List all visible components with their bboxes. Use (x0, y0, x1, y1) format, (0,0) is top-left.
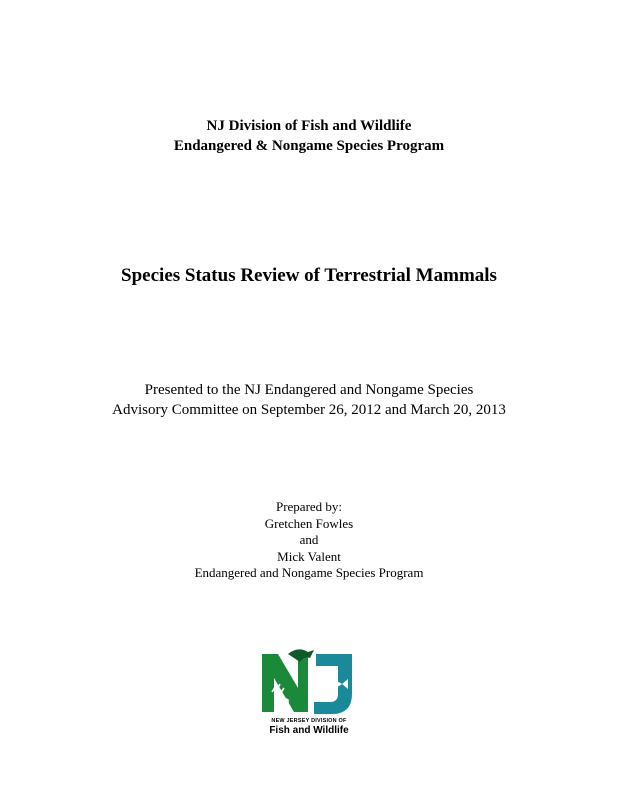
program-name: Endangered & Nongame Species Program (173, 138, 445, 154)
prepared-label: Prepared by: (275, 499, 343, 514)
author-program: Endangered and Nongame Species Program (194, 565, 424, 580)
author-2: Mick Valent (277, 548, 341, 564)
author-1: Gretchen Fowles (264, 515, 354, 531)
author-conjunction: and (299, 532, 319, 547)
logo-small-text: NEW JERSEY DIVISION OF (271, 718, 347, 724)
presented-line-1: Presented to the NJ Endangered and Nongame Species (144, 382, 474, 398)
agency-name: NJ Division of Fish and Wildlife (206, 118, 412, 134)
document-title (0, 264, 618, 288)
presented-line-2: Advisory Committee on September 26, 2012 and March 20, 2013 (112, 402, 506, 418)
agency-header (0, 116, 618, 156)
presented-statement (0, 380, 618, 420)
logo-large-text: Fish and Wildlife (269, 725, 349, 736)
nj-logo-icon (258, 646, 360, 718)
title-text: Species Status Review of Terrestrial Mammals (121, 265, 497, 286)
prepared-by-section (0, 499, 618, 582)
